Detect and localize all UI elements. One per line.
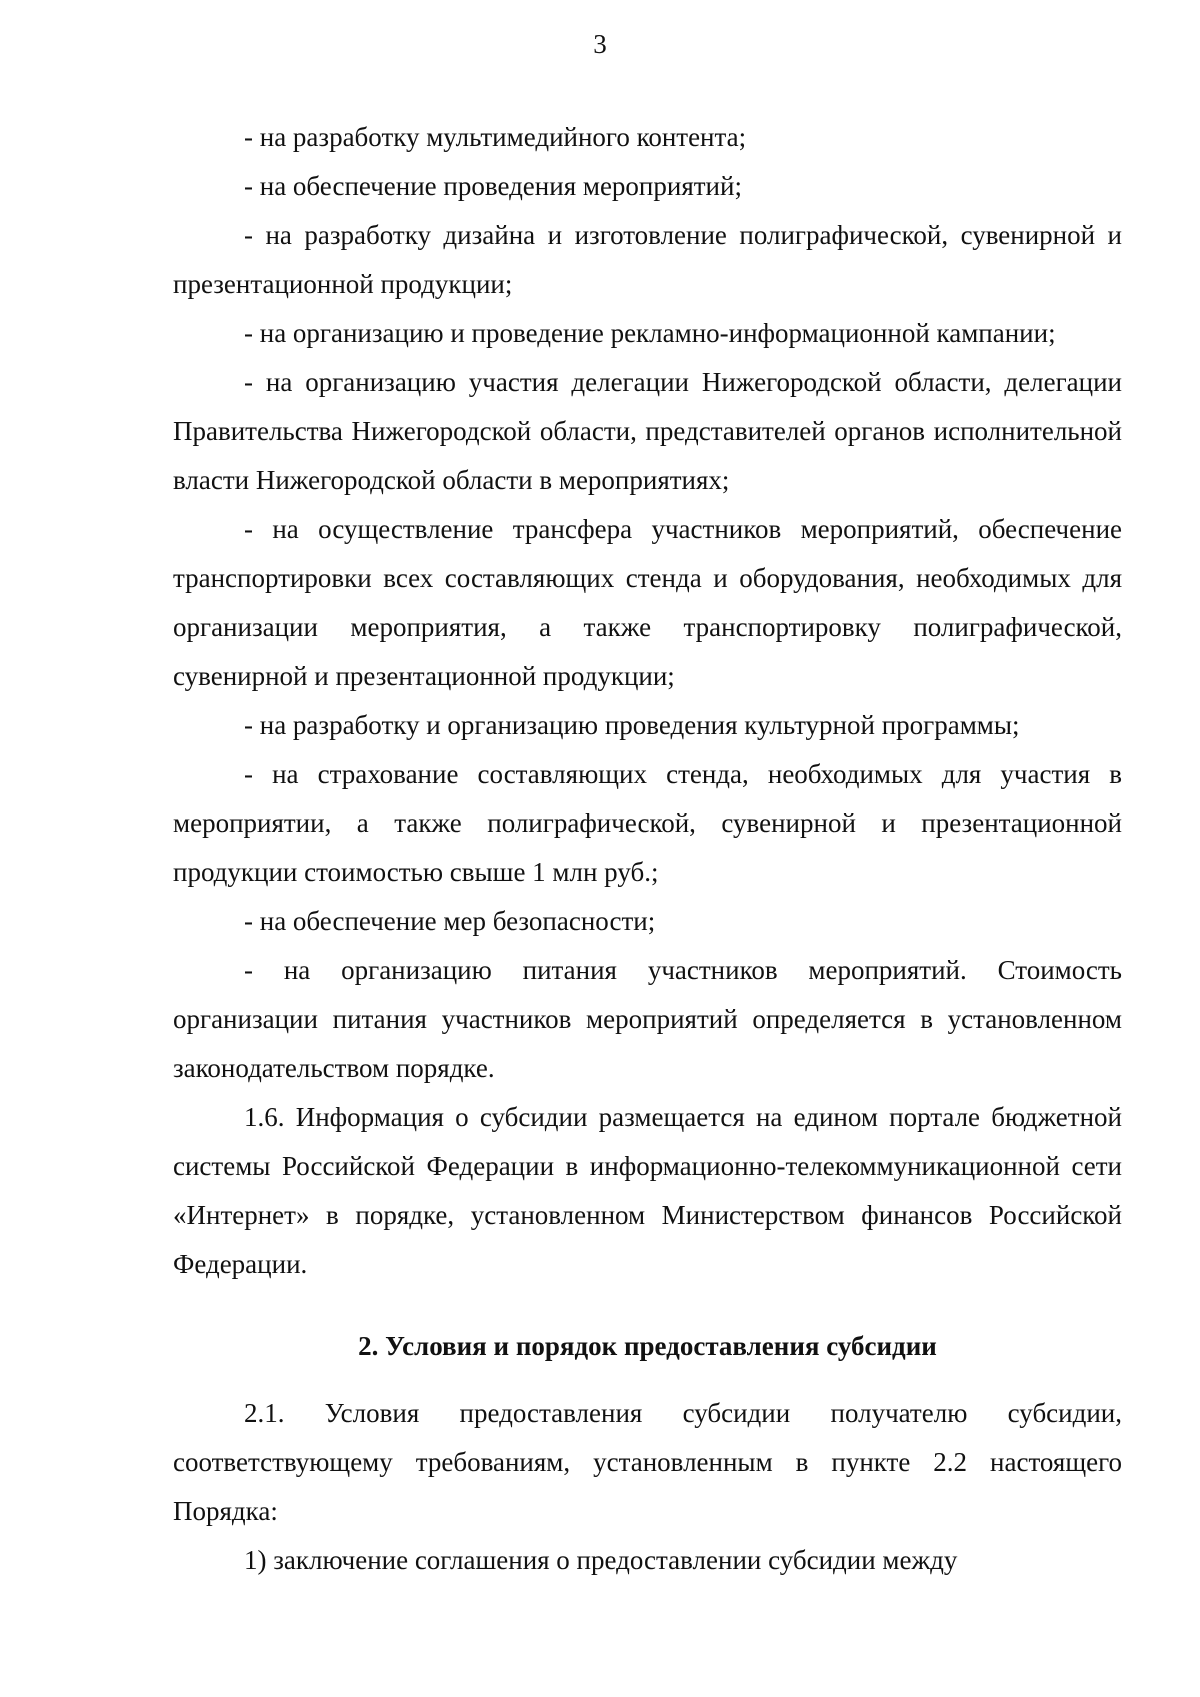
clause-1-6: 1.6. Информация о субсидии размещается на едином портале бюджетной системы Российской Федерации в информационно-телекоммуникационной сети «Интернет» в порядке, установленном Министерством финансов Российской Федерации.: [173, 1102, 1122, 1279]
list-item-campaign: - на организацию и проведение рекламно-информационной кампании;: [244, 318, 1056, 348]
list-item-design: - на разработку дизайна и изготовление полиграфической, сувенирной и презентационной продукции;: [173, 220, 1122, 299]
list-item-transfer: - на осуществление трансфера участников мероприятий, обеспечение транспортировки всех составляющих стенда и оборудования, необходимых для организации мероприятия, а также транспортировку полиграфической, сувенирной и презентационной продукции;: [173, 514, 1122, 691]
list-item-security: - на обеспечение мер безопасности;: [244, 906, 656, 936]
list-item-culture: - на разработку и организацию проведения культурной программы;: [244, 710, 1020, 740]
list-item-catering: - на организацию питания участников мероприятий. Стоимость организации питания участников мероприятий определяется в установленном законодательством порядке.: [173, 955, 1122, 1083]
list-item-insurance: - на страхование составляющих стенда, необходимых для участия в мероприятии, а также полиграфической, сувенирной и презентационной продукции стоимостью свыше 1 млн руб.;: [173, 759, 1122, 887]
list-item-delegation: - на организацию участия делегации Нижегородской области, делегации Правительства Нижегородской области, представителей органов исполнительной власти Нижегородской области в мероприятиях;: [173, 367, 1122, 495]
list-item-multimedia: - на разработку мультимедийного контента;: [244, 122, 747, 152]
clause-2-1: 2.1. Условия предоставления субсидии получателю субсидии, соответствующему требованиям, установленным в пункте 2.2 настоящего Порядка:: [173, 1398, 1122, 1526]
section-heading: 2. Условия и порядок предоставления субсидии: [358, 1331, 937, 1361]
document-body: [173, 113, 1122, 1585]
page-number: 3: [593, 29, 607, 59]
clause-2-1-item-1: 1) заключение соглашения о предоставлении субсидии между: [244, 1545, 958, 1575]
list-item-events: - на обеспечение проведения мероприятий;: [244, 171, 742, 201]
